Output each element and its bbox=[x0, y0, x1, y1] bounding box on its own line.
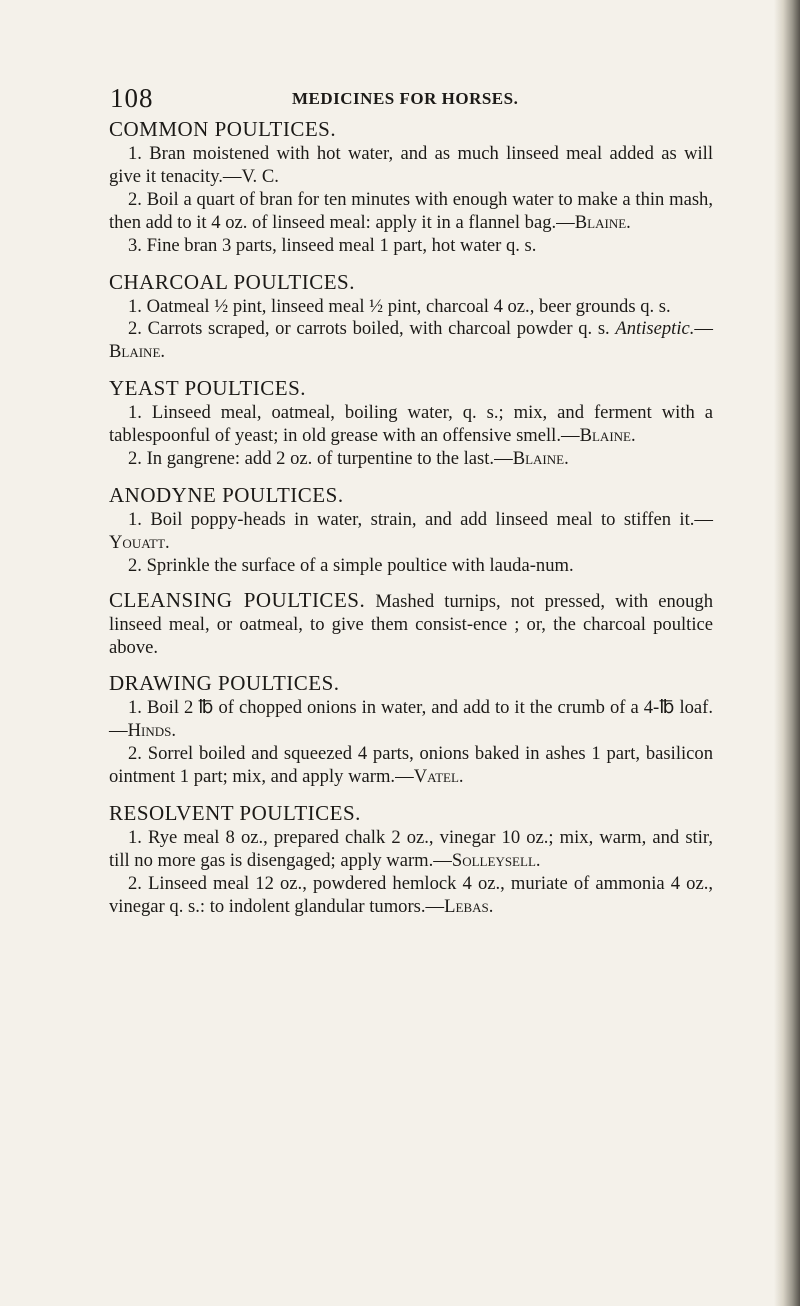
recipe-note: Antiseptic. bbox=[615, 318, 695, 340]
recipe-text: 2. Linseed meal 12 oz., powdered hemlock 4 oz., muriate of ammonia 4 oz., vinegar q. s.: to indolent glandular tumors.— bbox=[109, 872, 713, 917]
running-head: MEDICINES FOR HORSES. bbox=[292, 89, 519, 108]
section-resolvent-poultices bbox=[109, 800, 713, 919]
recipe-author: Blaine. bbox=[579, 425, 636, 447]
recipe-item: 1. Bran moistened with hot water, and as much linseed meal added as will give it tenacity.—V. C. bbox=[109, 143, 713, 187]
section-cleansing-poultices bbox=[109, 589, 713, 660]
recipe-author: Blaine. bbox=[109, 341, 166, 363]
recipe-item: 2. Sprinkle the surface of a simple poultice with lauda-num. bbox=[128, 554, 574, 576]
recipe-text: 2. Carrots scraped, or carrots boiled, with charcoal powder q. s. bbox=[128, 318, 616, 340]
recipe-author: Blaine. bbox=[512, 448, 569, 470]
page-edge-shadow bbox=[774, 0, 800, 1306]
recipe-author: Lebas. bbox=[444, 895, 494, 917]
recipe-author: Youatt. bbox=[109, 531, 170, 553]
section-charcoal-poultices bbox=[109, 269, 713, 365]
recipe-text: 1. Linseed meal, oatmeal, boiling water, q. s.; mix, and ferment with a tablespoonful of yeast; in old grease with an offensive smell.— bbox=[109, 402, 713, 447]
section-heading: COMMON POULTICES. bbox=[109, 117, 337, 141]
dash: — bbox=[694, 318, 713, 340]
section-heading: ANODYNE POULTICES. bbox=[109, 482, 344, 507]
page-header bbox=[110, 83, 710, 113]
recipe-text: 2. In gangrene: add 2 oz. of turpentine to the last.— bbox=[128, 448, 513, 470]
section-drawing-poultices bbox=[109, 670, 713, 789]
recipe-item bbox=[109, 509, 713, 555]
page-number: 108 bbox=[110, 83, 154, 113]
recipe-author: Hinds. bbox=[127, 720, 177, 742]
recipe-text: 2. Sorrel boiled and squeezed 4 parts, onions baked in ashes 1 part, basilicon ointment 1 part; mix, and apply warm.— bbox=[109, 743, 713, 788]
recipe-text: 1. Rye meal 8 oz., prepared chalk 2 oz., vinegar 10 oz.; mix, warm, and stir, till no more gas is disengaged; apply warm.— bbox=[109, 827, 713, 871]
recipe-item bbox=[109, 873, 713, 919]
section-heading: CLEANSING POULTICES. bbox=[109, 587, 366, 612]
recipe-text: 1. Boil 2 ℔ of chopped onions in water, and add to it the crumb of a 4-℔ loaf.— bbox=[109, 697, 713, 742]
recipe-author: Solleysell. bbox=[451, 849, 541, 871]
section-heading: RESOLVENT POULTICES. bbox=[109, 801, 361, 826]
recipe-item: 1. Oatmeal ½ pint, linseed meal ½ pint, charcoal 4 oz., beer grounds q. s. bbox=[128, 295, 671, 317]
page-body bbox=[109, 116, 713, 930]
section-common-poultices bbox=[109, 116, 713, 258]
section-heading: CHARCOAL POULTICES. bbox=[109, 269, 355, 294]
recipe-text: 1. Boil poppy-heads in water, strain, and add linseed meal to stiffen it.— bbox=[128, 508, 713, 530]
recipe-item bbox=[109, 743, 713, 789]
recipe-item bbox=[109, 448, 713, 471]
section-anodyne-poultices bbox=[109, 482, 713, 578]
recipe-item bbox=[109, 827, 713, 873]
recipe-item bbox=[109, 189, 713, 235]
recipe-author: Vatel. bbox=[413, 766, 464, 788]
recipe-author: Blaine. bbox=[574, 211, 631, 233]
section-heading: DRAWING POULTICES. bbox=[109, 671, 340, 696]
section-heading: YEAST POULTICES. bbox=[109, 376, 307, 401]
recipe-item bbox=[109, 318, 713, 364]
recipe-item bbox=[109, 402, 713, 448]
recipe-text: Mashed turnips, not pressed, with enough linseed meal, or oatmeal, to give them consist-ence ; or, the charcoal poultice above. bbox=[109, 590, 713, 658]
recipe-item bbox=[109, 589, 713, 660]
section-yeast-poultices bbox=[109, 375, 713, 471]
recipe-item bbox=[109, 697, 713, 743]
recipe-text: 2. Boil a quart of bran for ten minutes with enough water to make a thin mash, then add to it 4 oz. of linseed meal: apply it in a flannel bag.— bbox=[109, 188, 713, 233]
recipe-item: 3. Fine bran 3 parts, linseed meal 1 part, hot water q. s. bbox=[128, 234, 537, 256]
